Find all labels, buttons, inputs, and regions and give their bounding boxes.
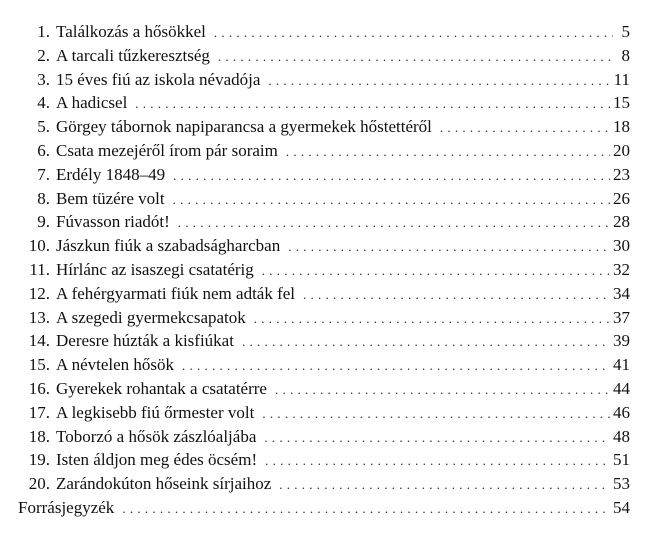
toc-entry-number: 6. [37, 140, 50, 160]
toc-entry [18, 425, 630, 449]
toc-entry-page: 11 [613, 69, 630, 89]
table-of-contents [18, 20, 630, 520]
dot-leader [173, 164, 610, 188]
dot-leader [218, 45, 613, 69]
toc-entry-page: 15 [613, 93, 630, 113]
dot-leader [214, 21, 613, 45]
toc-entry-title: A hadicsel [56, 93, 128, 113]
dot-leader [440, 116, 610, 140]
toc-entry-number: 15. [28, 355, 50, 375]
dot-leader [279, 473, 610, 497]
toc-entry-number: 10. [28, 236, 50, 256]
toc-entry-number: 11. [29, 259, 50, 279]
toc-entry-number: 14. [28, 331, 50, 351]
toc-entry-page: 5 [621, 22, 630, 41]
toc-entry [18, 187, 630, 211]
toc-entry-number: 9. [37, 212, 50, 232]
toc-entry-number: 16. [28, 378, 50, 398]
toc-entry [18, 306, 630, 330]
toc-entry-list [18, 20, 630, 496]
toc-entry-page: 28 [613, 212, 630, 232]
toc-entry-page: 48 [613, 426, 630, 446]
toc-entry-title: Csata mezejéről írom pár soraim [56, 140, 278, 160]
dot-leader [122, 497, 610, 521]
toc-entry-title: Görgey tábornok napiparancsa a gyermekek hőstettéről [56, 117, 432, 137]
dot-leader [135, 92, 610, 116]
dot-leader [265, 449, 610, 473]
toc-entry-number: 1. [37, 22, 50, 41]
toc-entry [18, 329, 630, 353]
toc-entry-sources [18, 496, 630, 520]
dot-leader [182, 354, 610, 378]
toc-entry-page: 54 [613, 497, 630, 517]
toc-entry-page: 30 [613, 236, 630, 256]
toc-entry-number: 13. [28, 307, 50, 327]
dot-leader [242, 330, 610, 354]
toc-entry-title: A legkisebb fiú őrmester volt [56, 402, 255, 422]
dot-leader [262, 259, 610, 283]
dot-leader [178, 211, 610, 235]
toc-entry-number: 8. [37, 188, 50, 208]
toc-entry [18, 448, 630, 472]
toc-entry-page: 44 [613, 378, 630, 398]
dot-leader [303, 283, 610, 307]
toc-entry [18, 115, 630, 139]
toc-entry [18, 282, 630, 306]
dot-leader [262, 402, 610, 426]
dot-leader [173, 188, 610, 212]
toc-entry [18, 68, 630, 92]
toc-entry-title: Deresre húzták a kisfiúkat [56, 331, 234, 351]
toc-entry [18, 20, 630, 44]
toc-entry-title: A névtelen hősök [56, 355, 175, 375]
toc-entry-page: 8 [621, 45, 630, 65]
toc-entry-title: Fúvasson riadót! [56, 212, 170, 232]
toc-entry-number: 5. [37, 117, 50, 137]
toc-entry [18, 472, 630, 496]
toc-entry-number: 17. [28, 402, 50, 422]
toc-entry-page: 37 [613, 307, 630, 327]
toc-entry-title: Isten áldjon meg édes öcsém! [56, 450, 258, 470]
toc-entry-number: 20. [28, 474, 50, 494]
toc-entry-title: Jászkun fiúk a szabadságharcban [56, 236, 281, 256]
dot-leader [264, 426, 610, 450]
toc-entry [18, 234, 630, 258]
toc-entry [18, 91, 630, 115]
toc-entry-page: 41 [613, 355, 630, 375]
toc-entry [18, 163, 630, 187]
toc-entry-number: 19. [28, 450, 50, 470]
toc-entry-number: 7. [37, 164, 50, 184]
toc-entry-number: 3. [37, 69, 50, 89]
toc-entry-page: 32 [613, 259, 630, 279]
toc-entry-number: 2. [37, 45, 50, 65]
dot-leader [275, 378, 610, 402]
toc-entry-title: A tarcali tűzkeresztség [56, 45, 210, 65]
toc-entry-number: 4. [37, 93, 50, 113]
toc-entry-title: Találkozás a hősökkel [56, 22, 206, 41]
toc-entry-title: Forrásjegyzék [18, 497, 115, 517]
toc-entry [18, 353, 630, 377]
toc-entry [18, 210, 630, 234]
dot-leader [288, 235, 610, 259]
toc-entry-page: 34 [613, 283, 630, 303]
toc-entry-title: Gyerekek rohantak a csatatérre [56, 378, 267, 398]
toc-entry-title: 15 éves fiú az iskola névadója [56, 69, 261, 89]
toc-entry-page: 51 [613, 450, 630, 470]
toc-entry-page: 26 [613, 188, 630, 208]
dot-leader [254, 307, 610, 331]
toc-entry-title: Zarándokúton hőseink sírjaihoz [56, 474, 272, 494]
toc-entry-title: Bem tüzére volt [56, 188, 165, 208]
toc-entry-number: 12. [28, 283, 50, 303]
toc-entry-page: 23 [613, 164, 630, 184]
toc-entry-title: Hírlánc az isaszegi csatatérig [56, 259, 254, 279]
toc-entry-page: 18 [613, 117, 630, 137]
toc-entry-number: 18. [28, 426, 50, 446]
toc-entry [18, 44, 630, 68]
toc-entry [18, 377, 630, 401]
toc-entry-page: 53 [613, 474, 630, 494]
toc-entry-title: A szegedi gyermekcsapatok [56, 307, 246, 327]
toc-entry-page: 39 [613, 331, 630, 351]
toc-entry [18, 258, 630, 282]
dot-leader [268, 69, 610, 93]
toc-entry-title: Erdély 1848–49 [56, 164, 166, 184]
toc-entry-page: 20 [613, 140, 630, 160]
toc-entry [18, 139, 630, 163]
toc-entry [18, 401, 630, 425]
toc-entry-title: A fehérgyarmati fiúk nem adták fel [56, 283, 296, 303]
dot-leader [286, 140, 610, 164]
toc-entry-page: 46 [613, 402, 630, 422]
toc-entry-title: Toborzó a hősök zászlóaljába [56, 426, 257, 446]
